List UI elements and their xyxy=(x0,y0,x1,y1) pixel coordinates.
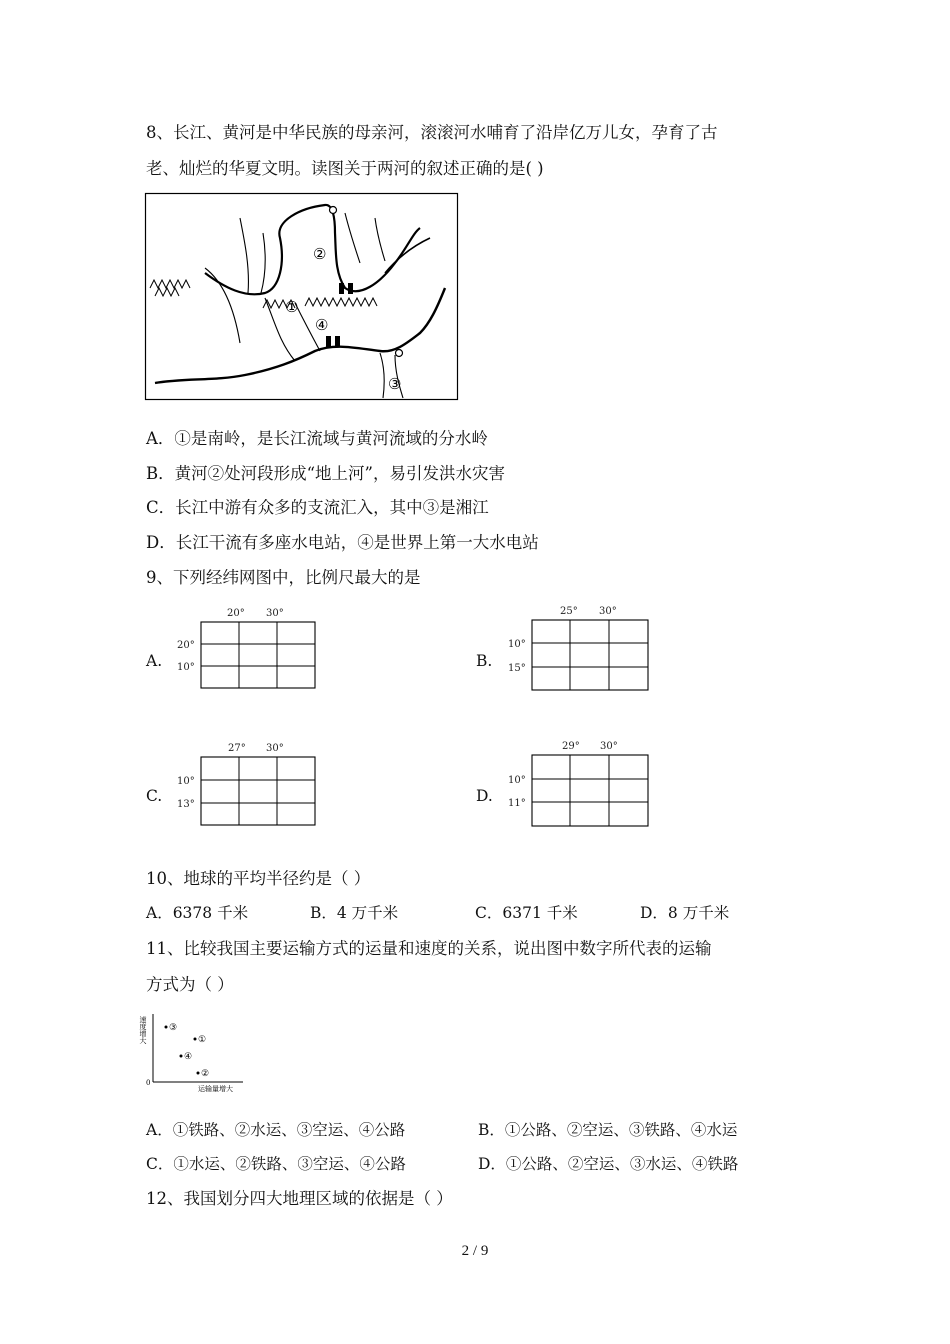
grid-a-lat-1: 20° xyxy=(177,640,195,651)
chart-point-1: ① xyxy=(198,1035,207,1045)
page-number: 2 / 9 xyxy=(461,1243,489,1259)
grid-b xyxy=(496,600,656,694)
q8-option-a: A．①是南岭，是长江流域与黄河流域的分水岭 xyxy=(146,429,488,448)
rivers-map xyxy=(145,193,459,401)
transport-chart xyxy=(139,1010,248,1096)
chart-point-3: ③ xyxy=(169,1023,178,1033)
q12-stem: 12、我国划分四大地理区域的依据是（ ） xyxy=(146,1189,453,1208)
grid-b-lon-1: 25° xyxy=(560,606,578,617)
chart-point-4: ④ xyxy=(184,1052,193,1062)
map-label-4: ④ xyxy=(315,316,329,334)
grid-a-lat-2: 10° xyxy=(177,662,195,673)
q11-option-a: A．①铁路、②水运、③空运、④公路 xyxy=(146,1121,406,1139)
grid-c xyxy=(165,737,325,831)
map-label-2: ② xyxy=(313,245,327,263)
map-label-3: ③ xyxy=(388,375,402,393)
grid-c-lat-2: 13° xyxy=(177,799,195,810)
q10-option-c: C．6371 千米 xyxy=(475,904,578,922)
chart-ylabel: 速度增大 xyxy=(139,1016,147,1044)
map-label-1: ① xyxy=(285,298,299,316)
grid-d-label: D. xyxy=(476,787,493,805)
q10-option-b: B．4 万千米 xyxy=(310,904,399,922)
q8-stem-line1: 8、长江、黄河是中华民族的母亲河，滚滚河水哺育了沿岸亿万儿女，孕育了古 xyxy=(146,123,718,142)
grid-a xyxy=(165,602,325,694)
chart-xlabel: 运输量增大 xyxy=(198,1085,233,1093)
grid-c-label: C. xyxy=(146,787,163,805)
chart-origin: 0 xyxy=(146,1079,151,1087)
grid-b-label: B. xyxy=(476,652,493,670)
grid-d-lat-1: 10° xyxy=(508,775,526,786)
q11-stem-line1: 11、比较我国主要运输方式的运量和速度的关系，说出图中数字所代表的运输 xyxy=(146,939,712,958)
grid-b-lon-2: 30° xyxy=(599,606,617,617)
q11-option-d: D．①公路、②空运、③水运、④铁路 xyxy=(478,1155,739,1173)
grid-b-lat-1: 10° xyxy=(508,639,526,650)
grid-c-lon-1: 27° xyxy=(228,743,246,754)
grid-c-lon-2: 30° xyxy=(266,743,284,754)
grid-d-lat-2: 11° xyxy=(508,798,526,809)
q10-option-a: A．6378 千米 xyxy=(146,904,249,922)
grid-a-lon-1: 20° xyxy=(227,608,245,619)
grid-d xyxy=(496,735,656,831)
q11-stem-line2: 方式为（ ） xyxy=(146,975,234,994)
q11-option-b: B．①公路、②空运、③铁路、④水运 xyxy=(478,1121,738,1139)
q9-stem: 9、下列经纬网图中，比例尺最大的是 xyxy=(146,568,421,587)
q10-option-d: D．8 万千米 xyxy=(640,904,730,922)
grid-a-label: A. xyxy=(146,652,163,670)
q8-option-c: C．长江中游有众多的支流汇入，其中③是湘江 xyxy=(146,498,489,517)
q8-option-b: B．黄河②处河段形成“地上河”，易引发洪水灾害 xyxy=(146,464,505,483)
grid-d-lon-1: 29° xyxy=(562,741,580,752)
q11-option-c: C．①水运、②铁路、③空运、④公路 xyxy=(146,1155,406,1173)
q8-option-d: D．长江干流有多座水电站，④是世界上第一大水电站 xyxy=(146,533,539,552)
q8-stem-line2: 老、灿烂的华夏文明。读图关于两河的叙述正确的是( ) xyxy=(146,159,544,178)
grid-c-lat-1: 10° xyxy=(177,776,195,787)
chart-point-2: ② xyxy=(201,1069,210,1079)
grid-a-lon-2: 30° xyxy=(266,608,284,619)
grid-b-lat-2: 15° xyxy=(508,663,526,674)
q10-stem: 10、地球的平均半径约是（ ） xyxy=(146,869,371,888)
grid-d-lon-2: 30° xyxy=(600,741,618,752)
